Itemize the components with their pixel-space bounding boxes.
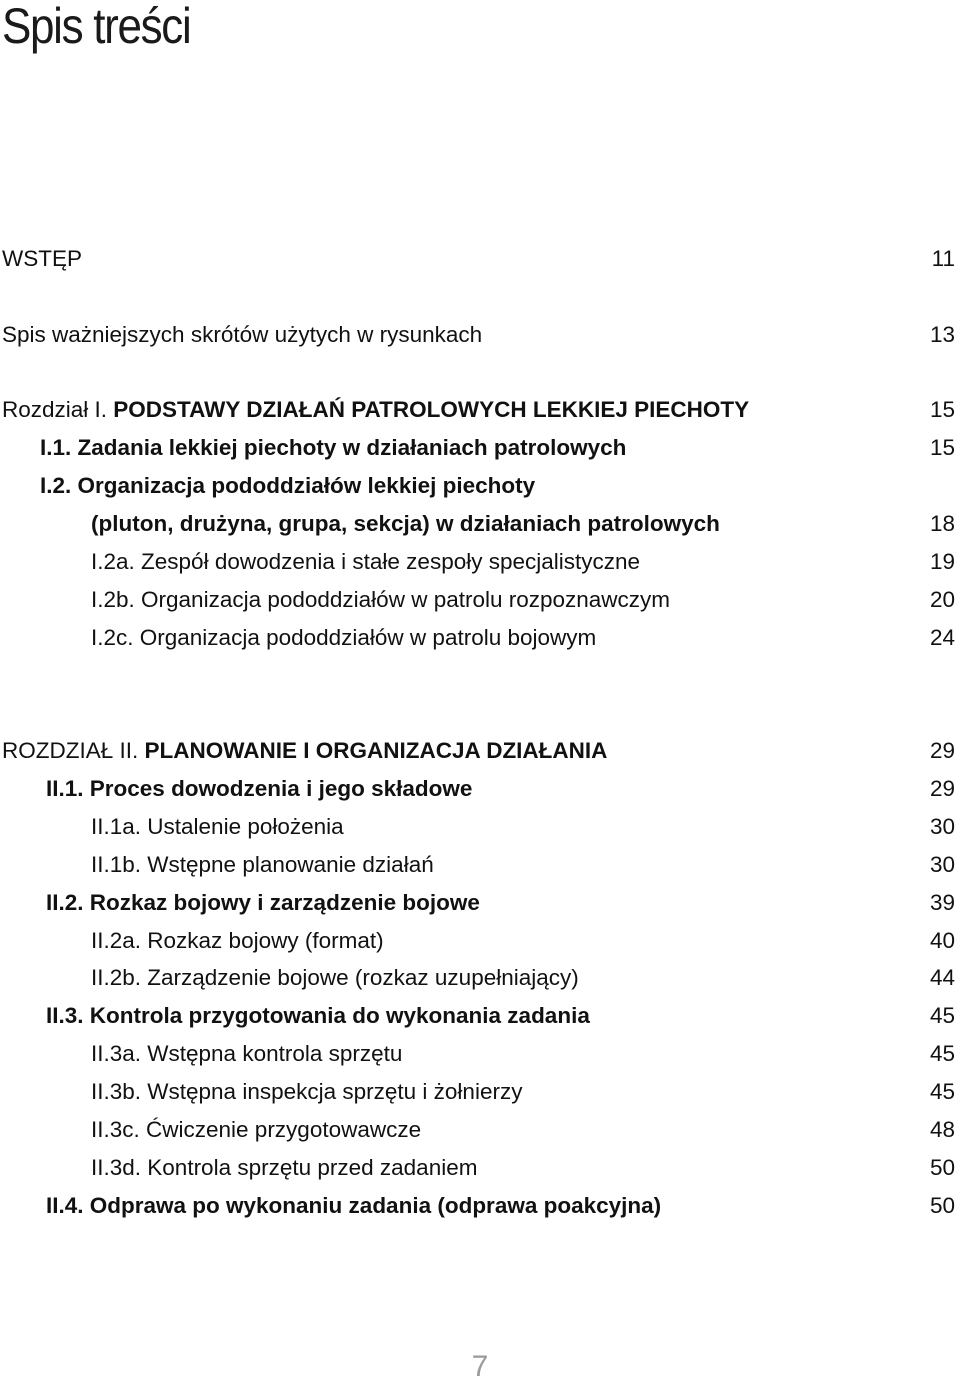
toc-entry-label: I.1. Zadania lekkiej piechoty w działaniach patrolowych (40, 435, 627, 460)
toc-entry-label: Spis ważniejszych skrótów użytych w rysunkach (2, 322, 483, 347)
toc-entry-label: II.1b. Wstępne planowanie działań (91, 852, 434, 877)
toc-entry-label: II.1a. Ustalenie położenia (91, 814, 344, 839)
toc-entry-page: 20 (929, 587, 955, 612)
toc-entry-chapter-1[interactable] (0, 391, 960, 429)
chapter-title: PLANOWANIE I ORGANIZACJA DZIAŁANIA (144, 738, 608, 763)
toc-entry-label: II.1. Proces dowodzenia i jego składowe (46, 776, 473, 801)
toc-entry-2-3b[interactable] (0, 1073, 960, 1111)
chapter-prefix: Rozdział I. (2, 397, 114, 422)
toc-entry-skroty[interactable] (0, 316, 960, 354)
toc-entry-label (2, 732, 607, 770)
toc-entry-page: 39 (929, 890, 955, 915)
toc-entry-2-4[interactable] (0, 1187, 960, 1225)
toc-entry-label: I.2a. Zespół dowodzenia i stałe zespoły specjalistyczne (91, 549, 641, 574)
toc-entry-page: 45 (929, 1041, 955, 1066)
toc-entry-wstep[interactable] (0, 240, 960, 278)
toc-entry-label: II.4. Odprawa po wykonaniu zadania (odprawa poakcyjna) (46, 1193, 662, 1218)
toc-entry-page: 30 (929, 814, 955, 839)
page-number: 7 (471, 1350, 489, 1383)
toc-entry-page: 40 (929, 928, 955, 953)
toc-entry-page: 13 (929, 322, 955, 347)
toc-entry-label: II.3. Kontrola przygotowania do wykonania zadania (46, 1003, 590, 1028)
toc-entry-page: 48 (929, 1117, 955, 1142)
toc-entry-page: 15 (929, 397, 955, 422)
toc-entry-label: WSTĘP (2, 246, 83, 271)
toc-entry-label: I.2c. Organizacja pododdziałów w patrolu bojowym (91, 625, 597, 650)
toc-entry-page: 30 (929, 852, 955, 877)
toc-entry-label: I.2. Organizacja pododdziałów lekkiej piechoty (40, 473, 536, 498)
toc-entry-page: 18 (929, 511, 955, 536)
toc-entry-label-cont: (pluton, drużyna, grupa, sekcja) w działaniach patrolowych (91, 511, 720, 536)
toc-entry-label: II.2b. Zarządzenie bojowe (rozkaz uzupełniający) (91, 965, 579, 990)
toc-entry-1-1[interactable] (0, 429, 960, 467)
toc-entry-page: 50 (929, 1193, 955, 1218)
toc-entry-page: 44 (929, 965, 955, 990)
toc-entry-1-2-cont[interactable] (0, 505, 960, 543)
toc-entry-page: 24 (929, 625, 955, 650)
toc-entry-1-2[interactable] (0, 467, 960, 505)
toc-entry-page: 50 (929, 1155, 955, 1180)
toc-entry-page: 11 (931, 246, 955, 271)
toc-entry-label: II.3c. Ćwiczenie przygotowawcze (91, 1117, 422, 1142)
toc-entry-page: 29 (929, 738, 955, 763)
toc-entry-chapter-2[interactable] (0, 732, 960, 770)
toc-entry-2-2a[interactable] (0, 922, 960, 960)
toc-entry-2-2b[interactable] (0, 959, 960, 997)
toc-entry-label (2, 391, 749, 429)
chapter-prefix: ROZDZIAŁ II. (2, 738, 145, 763)
toc-entry-2-2[interactable] (0, 884, 960, 922)
toc-entry-1-2c[interactable] (0, 619, 960, 657)
toc-entry-1-2b[interactable] (0, 581, 960, 619)
toc-entry-2-1b[interactable] (0, 846, 960, 884)
page-title: Spis treści (2, 0, 191, 54)
toc-entry-2-3[interactable] (0, 997, 960, 1035)
chapter-title: PODSTAWY DZIAŁAŃ PATROLOWYCH LEKKIEJ PIECHOTY (113, 397, 750, 422)
toc-entry-label: II.2. Rozkaz bojowy i zarządzenie bojowe (46, 890, 480, 915)
toc-entry-1-2a[interactable] (0, 543, 960, 581)
toc-entry-page: 19 (929, 549, 955, 574)
toc-entry-label: II.3d. Kontrola sprzętu przed zadaniem (91, 1155, 478, 1180)
toc-entry-page: 29 (929, 776, 955, 801)
toc-entry-label: II.2a. Rozkaz bojowy (format) (91, 928, 384, 953)
toc-entry-label: II.3a. Wstępna kontrola sprzętu (91, 1041, 403, 1066)
toc-entry-label: II.3b. Wstępna inspekcja sprzętu i żołnierzy (91, 1079, 523, 1104)
toc-entry-page: 45 (929, 1079, 955, 1104)
toc-entry-2-3c[interactable] (0, 1111, 960, 1149)
toc-entry-2-3d[interactable] (0, 1149, 960, 1187)
toc-entry-2-1a[interactable] (0, 808, 960, 846)
toc-entry-2-1[interactable] (0, 770, 960, 808)
toc-entry-2-3a[interactable] (0, 1035, 960, 1073)
toc-entry-label: I.2b. Organizacja pododdziałów w patrolu rozpoznawczym (91, 587, 671, 612)
toc-entry-page: 15 (929, 435, 955, 460)
toc-entry-page: 45 (929, 1003, 955, 1028)
